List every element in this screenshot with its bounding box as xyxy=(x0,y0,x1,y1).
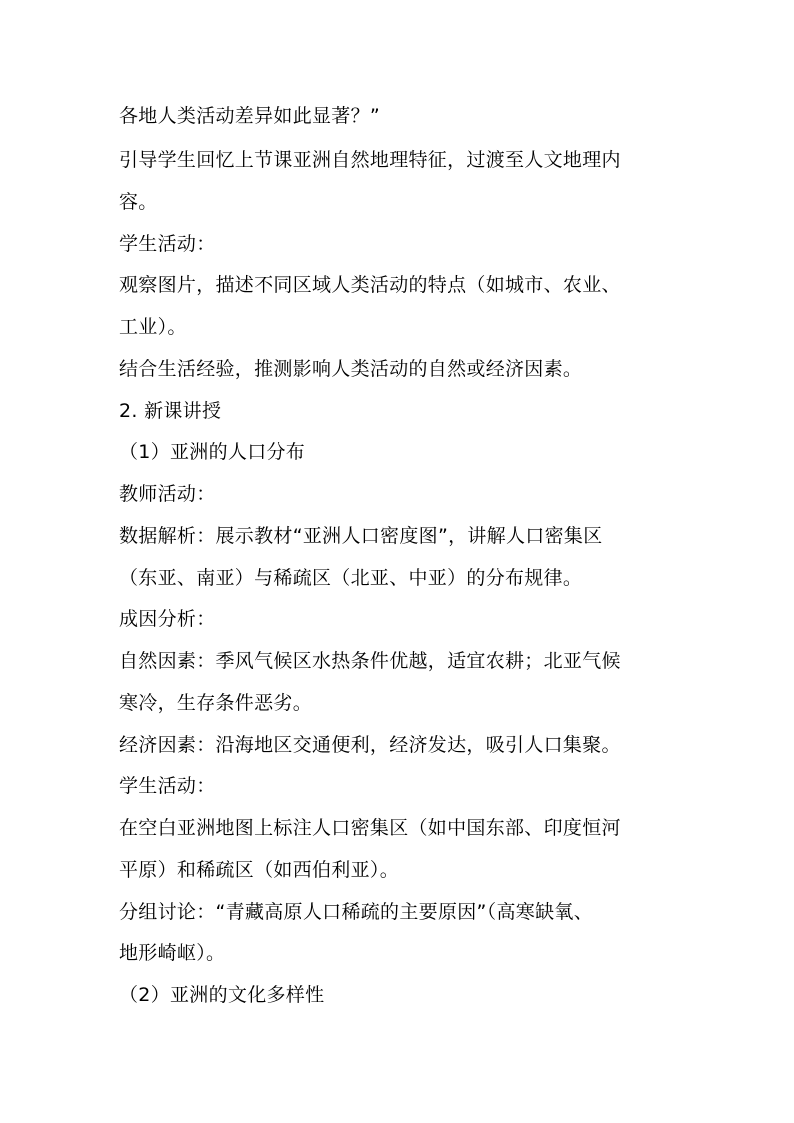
text-line: 平原）和稀疏区（如西伯利亚）。 xyxy=(119,859,400,881)
text-line: 成因分析： xyxy=(119,608,216,630)
text-line: 在空白亚洲地图上标注人口密集区（如中国东部、印度恒河 xyxy=(119,817,621,839)
text-line: 各地人类活动差异如此显著？” xyxy=(119,105,381,127)
text-line: 学生活动： xyxy=(119,233,216,255)
text-line: 结合生活经验，推测影响人类活动的自然或经济因素。 xyxy=(119,358,583,380)
text-line: 教师活动： xyxy=(119,483,216,505)
text-line: 引导学生回忆上节课亚洲自然地理特征，过渡至人文地理内 xyxy=(119,149,621,171)
text-line: 工业）。 xyxy=(119,316,187,338)
text-line: 寒冷，生存条件恶劣。 xyxy=(119,692,313,714)
text-line: 自然因素：季风气候区水热条件优越，适宜农耕；北亚气候 xyxy=(119,650,621,672)
text-line: 经济因素：沿海地区交通便利，经济发达，吸引人口集聚。 xyxy=(119,734,621,756)
text-line: 分组讨论：“青藏高原人口稀疏的主要原因”（高寒缺氧、 xyxy=(119,901,593,923)
text-line: 观察图片，描述不同区域人类活动的特点（如城市、农业、 xyxy=(119,274,621,296)
section-heading: 2. 新课讲授 xyxy=(119,400,222,422)
text-line: 数据解析：展示教材“亚洲人口密度图”，讲解人口密集区 xyxy=(119,525,603,547)
subsection-heading: （1）亚洲的人口分布 xyxy=(119,441,306,463)
text-line: 容。 xyxy=(119,191,158,213)
text-line: （东亚、南亚）与稀疏区（北亚、中亚）的分布规律。 xyxy=(119,567,583,589)
subsection-heading: （2）亚洲的文化多样性 xyxy=(119,984,325,1006)
text-line: 地形崎岖）。 xyxy=(119,942,226,964)
text-line: 学生活动： xyxy=(119,775,216,797)
